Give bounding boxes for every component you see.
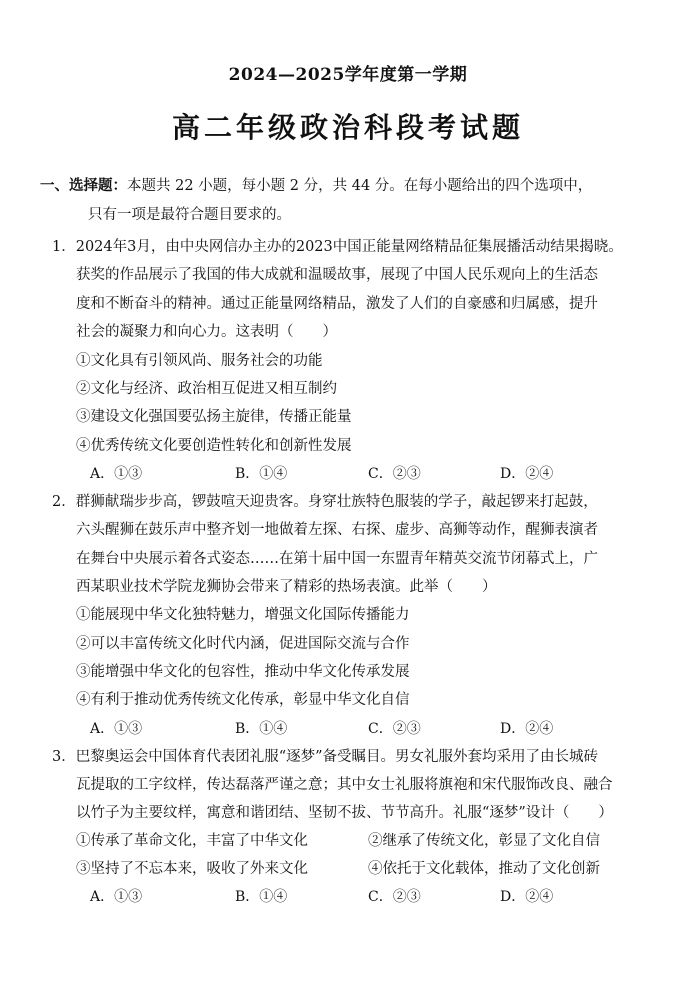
- question-3-statement: ③坚持了不忘本来，吸收了外来文化: [76, 861, 308, 877]
- question-2-line: 在舞台中央展示着各式姿态……在第十届中国一东盟青年精英交流节闭幕式上，广: [76, 551, 598, 567]
- question-2-choice-b[interactable]: B．①④: [235, 721, 288, 737]
- question-2-statement: ②可以丰富传统文化时代内涵，促进国际交流与合作: [76, 636, 410, 652]
- question-1-choice-d[interactable]: D．②④: [500, 466, 554, 482]
- question-1-line: 1．2024年3月，由中央网信办主办的2023中国正能量网络精品征集展播活动结果揭晓。: [52, 239, 623, 255]
- question-2-line: 西某职业技术学院龙狮协会带来了精彩的热场表演。此举（ ）: [76, 579, 497, 595]
- question-3-line: 以竹子为主要纹样，寓意和谐团结、坚韧不拔、节节高升。礼服“逐梦”设计（ ）: [76, 805, 613, 821]
- question-3-statement: ②继承了传统文化，彰显了文化自信: [368, 833, 600, 849]
- section-instructions-line2: 只有一项是最符合题目要求的。: [88, 207, 291, 223]
- question-2-choice-a[interactable]: A．①③: [90, 721, 143, 737]
- question-3-choice-b[interactable]: B．①④: [235, 889, 288, 905]
- section-heading: [40, 176, 592, 196]
- question-2-statement: ③能增强中华文化的包容性，推动中华文化传承发展: [76, 664, 410, 680]
- exam-term-subtitle: 2024—2025学年度第一学期: [228, 65, 468, 85]
- section-label: 一、选择题：: [40, 177, 127, 194]
- question-2-statement: ④有利于推动优秀传统文化传承，彰显中华文化自信: [76, 692, 410, 708]
- question-1-line: 获奖的作品展示了我国的伟大成就和温暖故事，展现了中国人民乐观向上的生活态: [76, 267, 598, 283]
- question-2-line: 2．群狮献瑞步步高，锣鼓喧天迎贵客。身穿壮族特色服装的学子，敲起锣来打起鼓，: [52, 494, 598, 510]
- question-1-choice-c[interactable]: C．②③: [368, 466, 421, 482]
- question-2-choice-c[interactable]: C．②③: [368, 721, 421, 737]
- question-3-statement: ④依托于文化载体，推动了文化创新: [368, 861, 600, 877]
- question-1-line: 社会的凝聚力和向心力。这表明（ ）: [76, 324, 337, 340]
- question-1-statement: ②文化与经济、政治相互促进又相互制约: [76, 381, 337, 397]
- question-2-choice-d[interactable]: D．②④: [500, 721, 554, 737]
- question-1-statement: ④优秀传统文化要创造性转化和创新性发展: [76, 438, 352, 454]
- question-3-line: 3．巴黎奥运会中国体育代表团礼服“逐梦”备受瞩目。男女礼服外套均采用了由长城砖: [52, 749, 599, 765]
- question-1-line: 度和不断奋斗的精神。通过正能量网络精品，激发了人们的自豪感和归属感，提升: [76, 296, 598, 312]
- section-instructions-line1: 本题共 22 小题，每小题 2 分，共 44 分。在每小题给出的四个选项中，: [127, 178, 593, 194]
- exam-title: 高二年级政治科段考试题: [171, 111, 524, 144]
- question-1-statement: ①文化具有引领风尚、服务社会的功能: [76, 353, 323, 369]
- question-3-statement: ①传承了革命文化，丰富了中华文化: [76, 833, 308, 849]
- question-1-statement: ③建设文化强国要弘扬主旋律，传播正能量: [76, 409, 352, 425]
- question-1-choice-a[interactable]: A．①③: [90, 466, 143, 482]
- question-3-choice-a[interactable]: A．①③: [90, 889, 143, 905]
- question-3-line: 瓦提取的工字纹样，传达磊落严谨之意；其中女士礼服将旗袍和宋代服饰改良、融合: [76, 777, 613, 793]
- question-3-choice-d[interactable]: D．②④: [500, 889, 554, 905]
- question-2-statement: ①能展现中华文化独特魅力，增强文化国际传播能力: [76, 607, 410, 623]
- question-2-line: 六头醒狮在鼓乐声中整齐划一地做着左探、右探、虚步、高狮等动作，醒狮表演者: [76, 522, 598, 538]
- question-1-choice-b[interactable]: B．①④: [235, 466, 288, 482]
- question-3-choice-c[interactable]: C．②③: [368, 889, 421, 905]
